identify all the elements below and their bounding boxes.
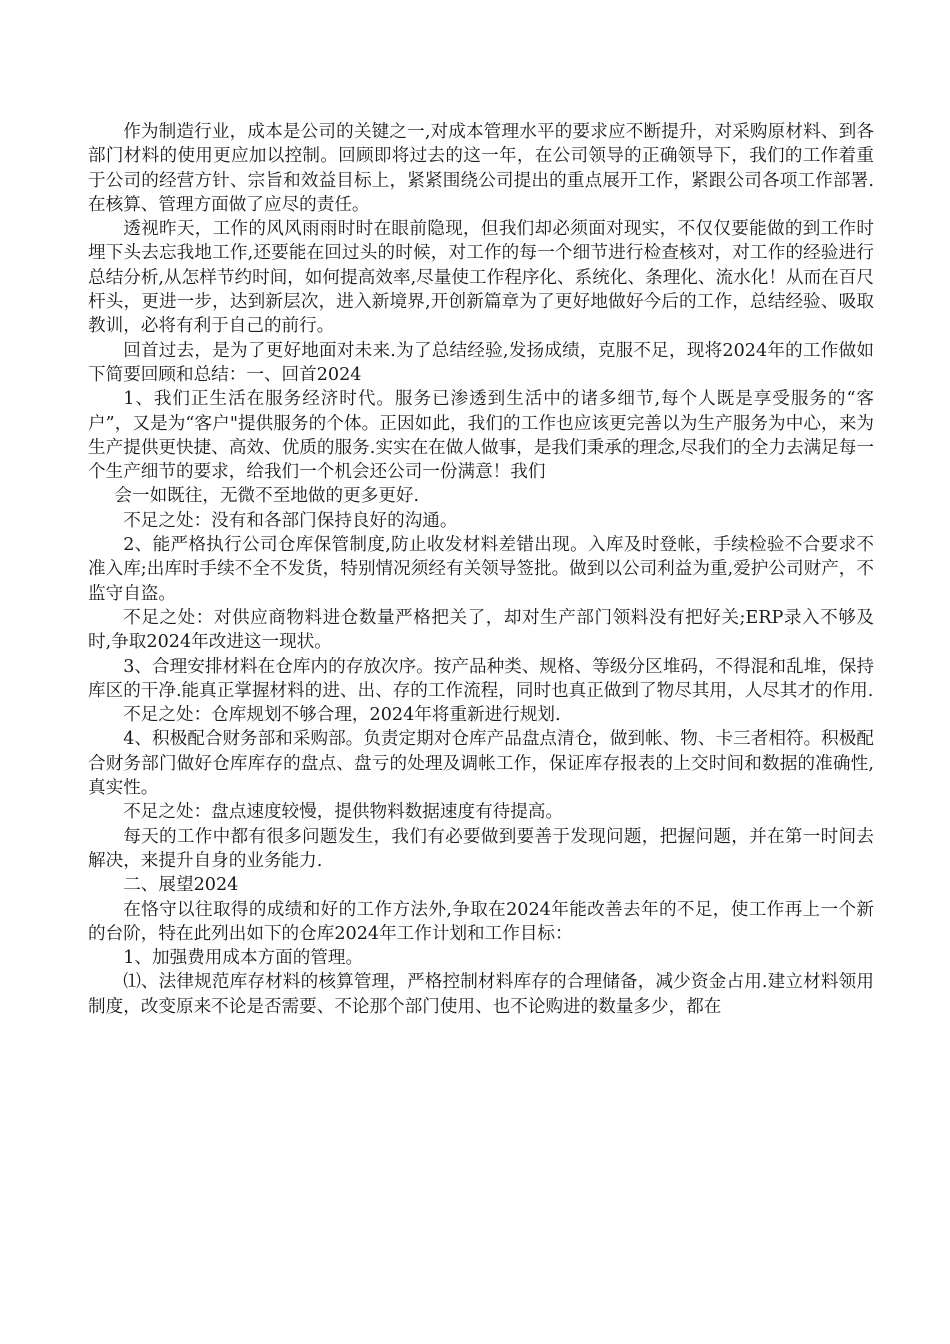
paragraph-reflection: 透视昨天，工作的风风雨雨时时在眼前隐现，但我们却必须面对现实，不仅仅要能做的到工作时埋下头去忘我地工作,还要能在回过头的时候，对工作的每一个细节进行检查核对，对工作的经验进行总结分析,从怎样节约时间，如何提高效率,尽量使工作程序化、系统化、条理化、流水化！从而在百尺杆头，更进一步，达到新层次，进入新境界,开创新篇章为了更好地做好今后的工作，总结经验、吸取教训，必将有利于自己的前行。 [88, 219, 874, 337]
paragraph-item-1: 1、我们正生活在服务经济时代。服务已渗透到生活中的诸多细节,每个人既是享受服务的“客户”，又是为“客户"提供服务的个体。正因如此，我们的工作也应该更完善以为生产服务为中心，来为生产提供更快捷、高效、优质的服务.实实在在做人做事，是我们秉承的理念,尽我们的全力去满足每一个生产细节的要求，给我们一个机会还公司一份满意！我们 [88, 389, 874, 483]
paragraph-review-intro: 回首过去，是为了更好地面对未来.为了总结经验,发扬成绩，克服不足，现将2024年的工作做如下简要回顾和总结：一、回首2024 [88, 340, 874, 385]
paragraph-item-2: 2、能严格执行公司仓库保管制度,防止收发材料差错出现。入库及时登帐，手续检验不合要求不准入库;出库时手续不全不发货，特别情况须经有关领导签批。做到以公司利益为重,爱护公司财产，不监守自盗。 [88, 535, 874, 604]
paragraph-item-4: 4、积极配合财务部和采购部。负责定期对仓库产品盘点清仓，做到帐、物、卡三者相符。积极配合财务部门做好仓库库存的盘点、盘亏的处理及调帐工作，保证库存报表的上交时间和数据的准确性,真实性。 [88, 729, 874, 799]
paragraph-intro: 作为制造行业，成本是公司的关键之一,对成本管理水平的要求应不断提升，对采购原材料、到各部门材料的使用更应加以控制。回顾即将过去的这一年，在公司领导的正确领导下，我们的工作着重于公司的经营方针、宗旨和效益目标上，紧紧围绕公司提出的重点展开工作，紧跟公司各项工作部署.在核算、管理方面做了应尽的责任。 [88, 122, 874, 215]
document-body [88, 120, 874, 1019]
section-heading-outlook: 二、展望2024 [123, 875, 239, 896]
paragraph-plan-1-sub-1: ⑴、法律规范库存材料的核算管理，严格控制材料库存的合理储备，减少资金占用.建立材料领用制度，改变原来不论是否需要、不论那个部门使用、也不论购进的数量多少，都在 [88, 972, 874, 1017]
paragraph-item-1-cont: 会一如既往，无微不至地做的更多更好. [114, 486, 420, 507]
paragraph-shortcoming-3: 不足之处：仓库规划不够合理，2024年将重新进行规划. [123, 705, 561, 726]
paragraph-plan-1: 1、加强费用成本方面的管理。 [123, 948, 364, 969]
paragraph-shortcoming-1: 不足之处：没有和各部门保持良好的沟通。 [123, 510, 458, 531]
paragraph-shortcoming-4: 不足之处：盘点速度较慢，提供物料数据速度有待提高。 [123, 802, 564, 823]
paragraph-daily-work: 每天的工作中都有很多问题发生，我们有必要做到要善于发现问题，把握问题，并在第一时间去解决，来提升自身的业务能力. [88, 826, 874, 871]
paragraph-shortcoming-2: 不足之处：对供应商物料进仓数量严格把关了，却对生产部门领料没有把好关;ERP录入不够及时,争取2024年改进这一现状。 [88, 607, 874, 653]
paragraph-item-3: 3、合理安排材料在仓库内的存放次序。按产品种类、规格、等级分区堆码，不得混和乱堆，保持库区的干净.能真正掌握材料的进、出、存的工作流程，同时也真正做到了物尽其用，人尽其才的作用. [88, 656, 874, 701]
paragraph-outlook-intro: 在恪守以往取得的成绩和好的工作方法外,争取在2024年能改善去年的不足，使工作再上一个新的台阶，特在此列出如下的仓库2024年工作计划和工作目标： [88, 899, 874, 944]
